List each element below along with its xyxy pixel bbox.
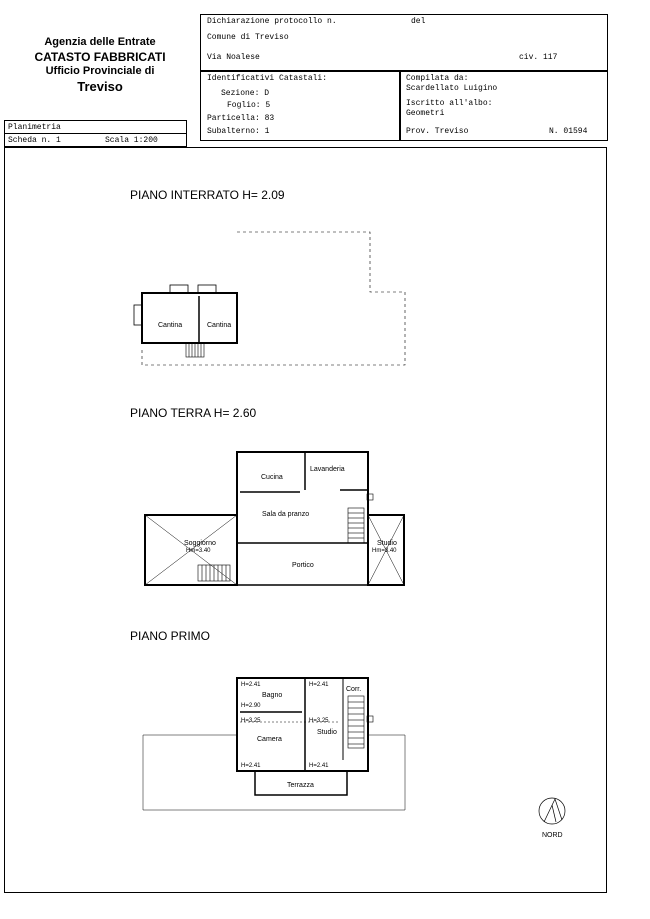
corr-label: Corr.	[346, 686, 362, 693]
via-label: Via Noalese	[207, 53, 260, 62]
particella-label: Particella: 83	[207, 114, 275, 123]
compilata-name: Scardellato Luigino	[406, 84, 498, 93]
agency-name: Agenzia delle Entrate	[44, 36, 156, 48]
ufficio-label: Ufficio Provinciale di	[45, 64, 155, 77]
north-arrow-icon	[539, 798, 565, 824]
studio-terra-label: Studio	[377, 540, 397, 547]
scala-label: Scala 1:200	[105, 136, 158, 145]
cantina-label-1: Cantina	[158, 322, 183, 329]
sezione-label: Sezione: D	[221, 89, 270, 98]
bagno-label: Bagno	[262, 692, 283, 699]
compilata-label: Compilata da:	[406, 74, 469, 83]
height-label-1: H=2.41	[241, 682, 261, 688]
camera-label: Camera	[257, 736, 282, 743]
interrato-title: PIANO INTERRATO H= 2.09	[130, 188, 285, 202]
soggiorno-height: Hm=3.40	[186, 548, 211, 554]
height-label-4: H=3.25	[241, 718, 261, 724]
cucina-label: Cucina	[261, 474, 283, 481]
civ-label: civ. 117	[519, 53, 558, 62]
terrazza-label: Terrazza	[287, 782, 314, 789]
foglio-label: Foglio: 5	[227, 101, 271, 110]
catastali-title: Identificativi Catastali:	[207, 74, 328, 83]
height-label-3: H=2.90	[241, 703, 261, 709]
north-label: NORD	[542, 832, 563, 839]
sala-label: Sala da pranzo	[262, 511, 310, 518]
numero-label: N. 01594	[549, 127, 588, 136]
primo-title: PIANO PRIMO	[130, 629, 211, 643]
soggiorno-label: Soggiorno	[184, 540, 216, 547]
comune-label: Comune di Treviso	[207, 33, 289, 42]
studio-terra-height: Hm=3.40	[372, 548, 397, 554]
height-label-6: H=2.41	[241, 763, 261, 769]
lavanderia-label: Lavanderia	[310, 466, 345, 473]
prov-label: Prov. Treviso	[406, 127, 469, 136]
catasto-title: CATASTO FABBRICATI	[34, 49, 166, 64]
subalterno-label: Subalterno: 1	[207, 127, 270, 136]
terra-title: PIANO TERRA H= 2.60	[130, 406, 257, 420]
interrato-plan	[134, 232, 405, 365]
terra-plan	[145, 452, 404, 585]
albo-label: Geometri	[406, 109, 445, 118]
dichiarazione-label: Dichiarazione protocollo n.	[207, 17, 337, 26]
planimetria-label: Planimetria	[8, 123, 61, 132]
height-label-2: H=2.41	[309, 682, 329, 688]
height-label-5: H=3.25	[309, 718, 329, 724]
cantina-label-2: Cantina	[207, 322, 232, 329]
iscritto-label: Iscritto all'albo:	[406, 99, 493, 108]
studio-primo-label: Studio	[317, 729, 337, 736]
ufficio-city: Treviso	[77, 78, 123, 94]
del-label: del	[411, 17, 426, 26]
scheda-number: Scheda n. 1	[8, 136, 61, 145]
portico-label: Portico	[292, 562, 314, 569]
height-label-7: H=2.41	[309, 763, 329, 769]
